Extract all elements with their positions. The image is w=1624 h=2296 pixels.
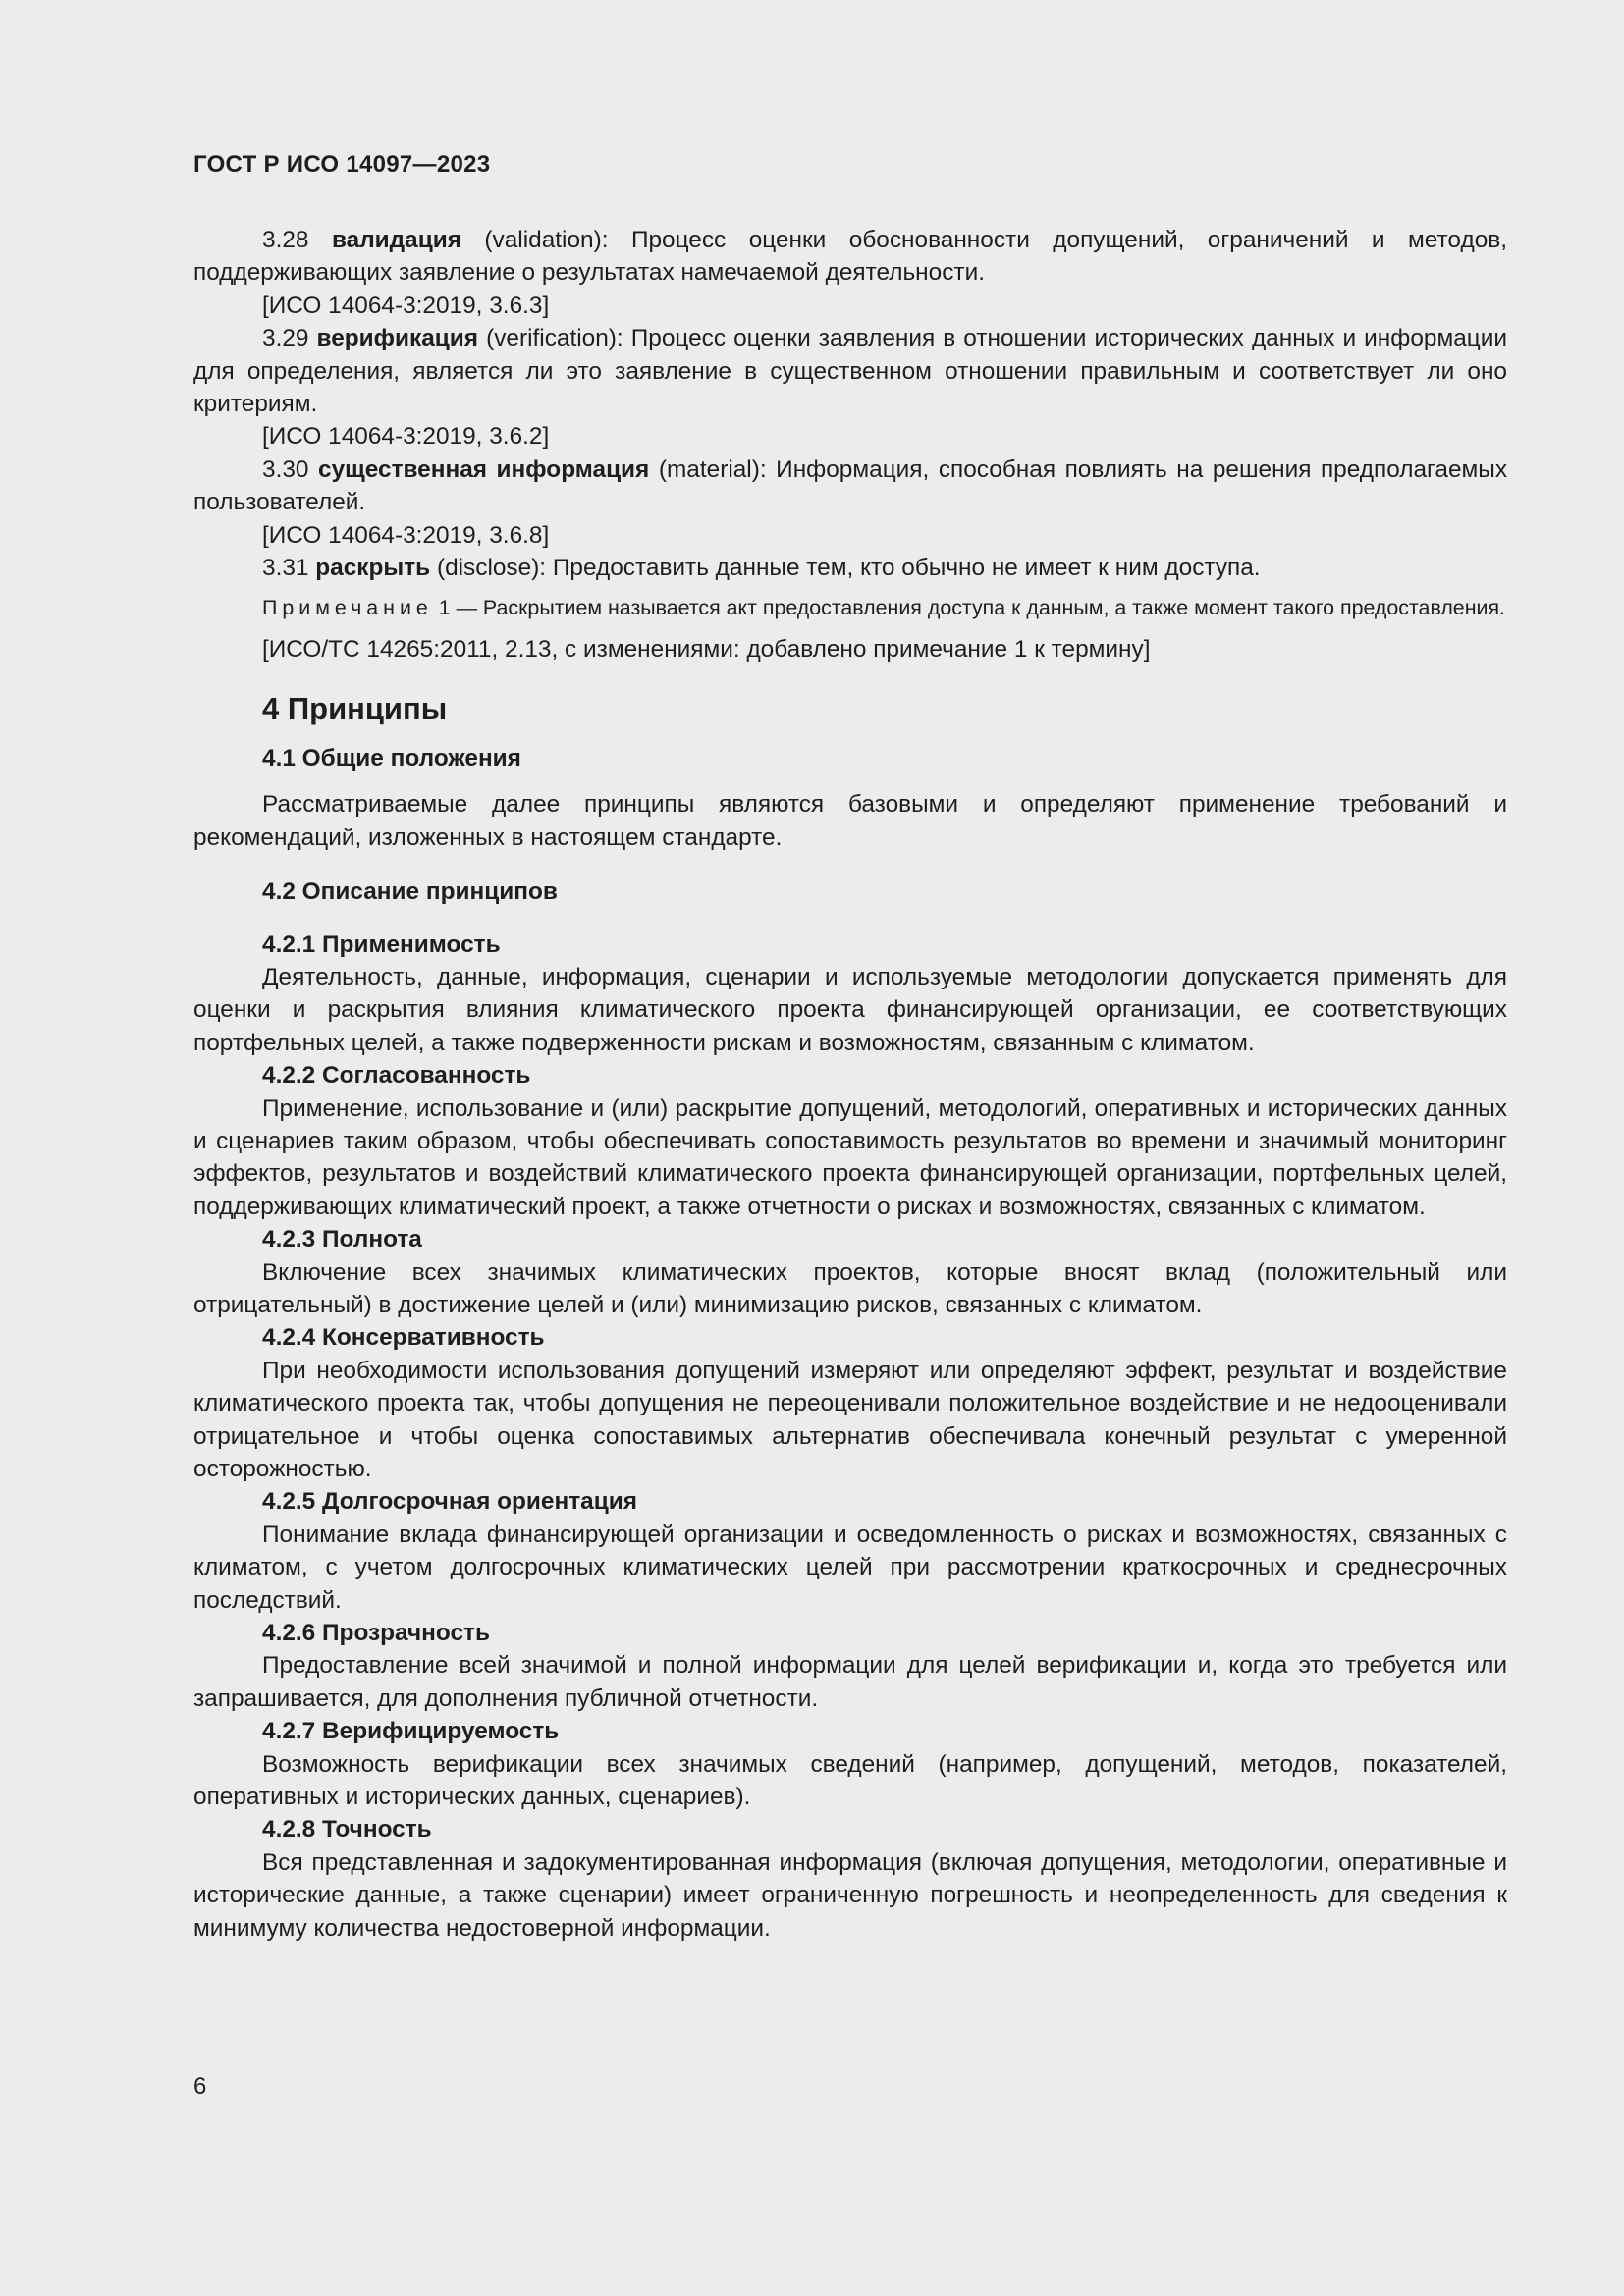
term-definition: (verification): Процесс оценки заявления в отношении исторических данных и информации для определения, является ли это заявление в существенном отношении правильным и соответствует ли оно критериям. <box>193 325 1507 418</box>
principle-heading: 4.2.2 Согласованность <box>262 1062 531 1090</box>
term-name: раскрыть <box>315 555 431 582</box>
term-3-29 <box>193 322 1507 420</box>
term-3-28 <box>193 224 1507 290</box>
term-number: 3.31 <box>262 555 309 582</box>
principle-text: Возможность верификации всех значимых сведений (например, допущений, методов, показателей, оперативных и исторических данных, сценариев). <box>193 1750 1507 1811</box>
subsection-heading: 4.1 Общие положения <box>262 744 521 772</box>
principle-heading: 4.2.8 Точность <box>262 1816 432 1843</box>
principle-text: Применение, использование и (или) раскрытие допущений, методологий, оперативных и исторических данных и сценариев таким образом, чтобы обеспечивать сопоставимость результатов во времени и значимый мониторинг эффектов, результатов и воздействий климатического проекта финансирующей организации, портфельных целей, поддерживающих климатический проект, а также отчетности о рисках и возможностях, связанных с климатом. <box>193 1095 1507 1220</box>
term-reference: [ИСО 14064-3:2019, 3.6.3] <box>262 292 550 319</box>
principle-text: Включение всех значимых климатических проектов, которые вносят вклад (положительный или отрицательный) в достижение целей и (или) минимизацию рисков, связанных с климатом. <box>193 1258 1507 1318</box>
term-name: верификация <box>316 325 479 352</box>
principle-text: При необходимости использования допущений измеряют или определяют эффект, результат и воздействие климатического проекта так, чтобы допущения не переоценивали положительное воздействие и не недооценивали отрицательное и чтобы оценка сопоставимых альтернатив обеспечивала конечный результат с умеренной осторожностью. <box>193 1357 1507 1482</box>
document-header: ГОСТ Р ИСО 14097—2023 <box>193 151 491 178</box>
page-body <box>193 224 1507 1945</box>
principle-text: Вся представленная и задокументированная информация (включая допущения, методологии, оперативные и исторические данные, а также сценарии) имеет ограниченную погрешность и неопределенность для сведения к минимуму количества недостоверной информации. <box>193 1848 1507 1942</box>
subsection-text: Рассматриваемые далее принципы являются базовыми и определяют применение требований и рекомендаций, изложенных в настоящем стандарте. <box>193 791 1507 851</box>
term-note <box>193 593 1507 622</box>
principle-heading: 4.2.1 Применимость <box>262 931 501 958</box>
principle-heading: 4.2.6 Прозрачность <box>262 1620 490 1647</box>
term-number: 3.28 <box>262 227 309 253</box>
term-definition: (material): Информация, способная повлиять на решения предполагаемых пользователей. <box>193 455 1508 516</box>
term-3-31 <box>193 552 1507 584</box>
term-number: 3.30 <box>262 455 309 483</box>
page-number: 6 <box>193 2073 207 2100</box>
term-definition: (validation): Процесс оценки обоснованности допущений, ограничений и методов, поддерживающих заявление о результатах намечаемой деятельности. <box>193 227 1507 287</box>
note-label: Примечание <box>262 596 433 620</box>
term-definition: (disclose): Предоставить данные тем, кто обычно не имеет к ним доступа. <box>430 555 1261 582</box>
note-reference: [ИСО/ТС 14265:2011, 2.13, с изменениями: добавлено примечание 1 к термину] <box>262 636 1151 664</box>
principle-heading: 4.2.4 Консервативность <box>262 1324 545 1352</box>
principle-heading: 4.2.3 Полнота <box>262 1226 422 1254</box>
term-3-30 <box>193 454 1507 519</box>
principle-text: Понимание вклада финансирующей организации и осведомленность о рисках и возможностях, связанных с климатом, с учетом долгосрочных климатических целей при рассмотрении краткосрочных и среднесрочных последствий. <box>193 1521 1507 1614</box>
section-heading: 4 Принципы <box>262 690 448 725</box>
term-reference: [ИСО 14064-3:2019, 3.6.8] <box>262 521 550 549</box>
principle-text: Деятельность, данные, информация, сценарии и используемые методологии допускается применять для оценки и раскрытия влияния климатического проекта финансирующей организации, ее соответствующих портфельных целей, а также подверженности рискам и возможностям, связанным с климатом. <box>193 963 1507 1056</box>
principle-heading: 4.2.7 Верифицируемость <box>262 1718 560 1745</box>
term-reference: [ИСО 14064-3:2019, 3.6.2] <box>262 423 550 451</box>
term-name: существенная информация <box>318 455 650 483</box>
term-number: 3.29 <box>262 325 309 352</box>
principle-heading: 4.2.5 Долгосрочная ориентация <box>262 1488 637 1516</box>
term-name: валидация <box>331 227 461 253</box>
principle-text: Предоставление всей значимой и полной информации для целей верификации и, когда это требуется или запрашивается, для дополнения публичной отчетности. <box>193 1652 1507 1712</box>
subsection-heading: 4.2 Описание принципов <box>262 879 558 906</box>
note-text: 1 — Раскрытием называется акт предоставления доступа к данным, а также момент такого предоставления. <box>432 596 1505 620</box>
